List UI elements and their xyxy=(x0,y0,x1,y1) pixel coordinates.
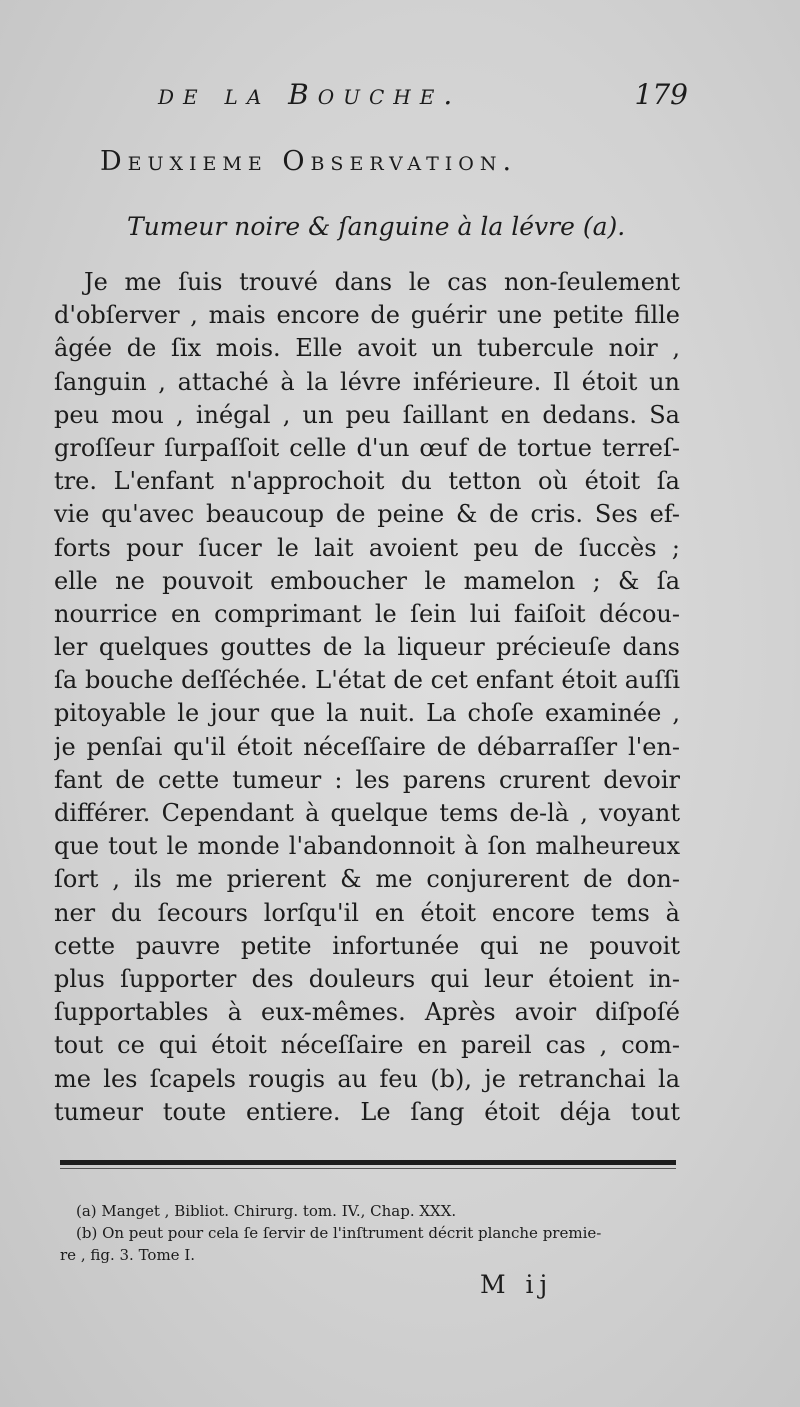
text-line: ſort , ils me prierent & me conjurerent de don- xyxy=(54,865,680,894)
footnote-b: (b) On peut pour cela ſe ſervir de l'inſtrument décrit planche premie- xyxy=(76,1224,602,1242)
text-line: tout ce qui étoit néceſſaire en pareil cas , com- xyxy=(54,1031,680,1060)
footnote-a: (a) Manget , Bibliot. Chirurg. tom. IV., Chap. XXX. xyxy=(76,1202,457,1220)
text-line: ſupportables à eux-mêmes. Après avoir diſpoſé xyxy=(54,998,680,1027)
running-title: de la Bouche. xyxy=(158,78,462,111)
text-line: nourrice en comprimant le ſein lui faiſoit décou- xyxy=(54,599,680,628)
text-line: ſanguin , attaché à la lévre inférieure. Il étoit un xyxy=(54,367,680,396)
text-line: vie qu'avec beaucoup de peine & de cris. Ses ef- xyxy=(54,500,680,529)
text-line: pitoyable le jour que la nuit. La choſe examinée , xyxy=(54,699,680,728)
text-line: plus ſupporter des douleurs qui leur étoient in- xyxy=(54,964,680,993)
observation-heading: Deuxieme Observation. xyxy=(100,146,518,177)
text-line: je penſai qu'il étoit néceſſaire de débarraſſer l'en- xyxy=(54,732,680,761)
text-line: groſſeur ſurpaſſoit celle d'un œuf de tortue terreſ- xyxy=(54,433,680,462)
footnote-divider xyxy=(60,1160,676,1165)
text-line: tre. L'enfant n'approchoit du tetton où étoit ſa xyxy=(54,467,680,496)
text-line: forts pour ſucer le lait avoient peu de ſuccès ; xyxy=(54,533,680,562)
text-line: Je me ſuis trouvé dans le cas non-ſeulement xyxy=(84,268,680,296)
text-line: me les ſcapels rougis au feu (b), je retranchai la xyxy=(54,1064,680,1093)
text-line: que tout le monde l'abandonnoit à ſon malheureux xyxy=(54,832,680,861)
text-line: cette pauvre petite infortunée qui ne pouvoit xyxy=(54,931,680,960)
text-line: ner du ſecours lorſqu'il en étoit encore tems à xyxy=(54,898,680,927)
signature-mark: M ij xyxy=(480,1270,554,1299)
text-line: ler quelques gouttes de la liqueur précieuſe dans xyxy=(54,633,680,662)
footnotes xyxy=(60,1200,680,1266)
body-text xyxy=(54,266,680,1129)
running-head xyxy=(150,78,710,118)
page-number: 179 xyxy=(634,78,688,111)
text-line: peu mou , inégal , un peu ſaillant en dedans. Sa xyxy=(54,400,680,429)
text-line: d'obſerver , mais encore de guérir une petite fille xyxy=(54,301,680,330)
observation-subtitle: Tumeur noire & ſanguine à la lévre (a). xyxy=(127,212,626,241)
text-line: âgée de ſix mois. Elle avoit un tubercule noir , xyxy=(54,334,680,363)
text-line: différer. Cependant à quelque tems de-là , voyant xyxy=(54,799,680,827)
footnote-b-continuation: re , fig. 3. Tome I. xyxy=(60,1246,196,1264)
text-line: elle ne pouvoit emboucher le mamelon ; & ſa xyxy=(54,566,680,595)
text-line: ſa bouche deſſéchée. L'état de cet enfant étoit auſſi xyxy=(54,666,680,695)
text-line: fant de cette tumeur : les parens crurent devoir xyxy=(54,765,680,794)
text-line: tumeur toute entiere. Le ſang étoit déja tout xyxy=(54,1097,680,1126)
